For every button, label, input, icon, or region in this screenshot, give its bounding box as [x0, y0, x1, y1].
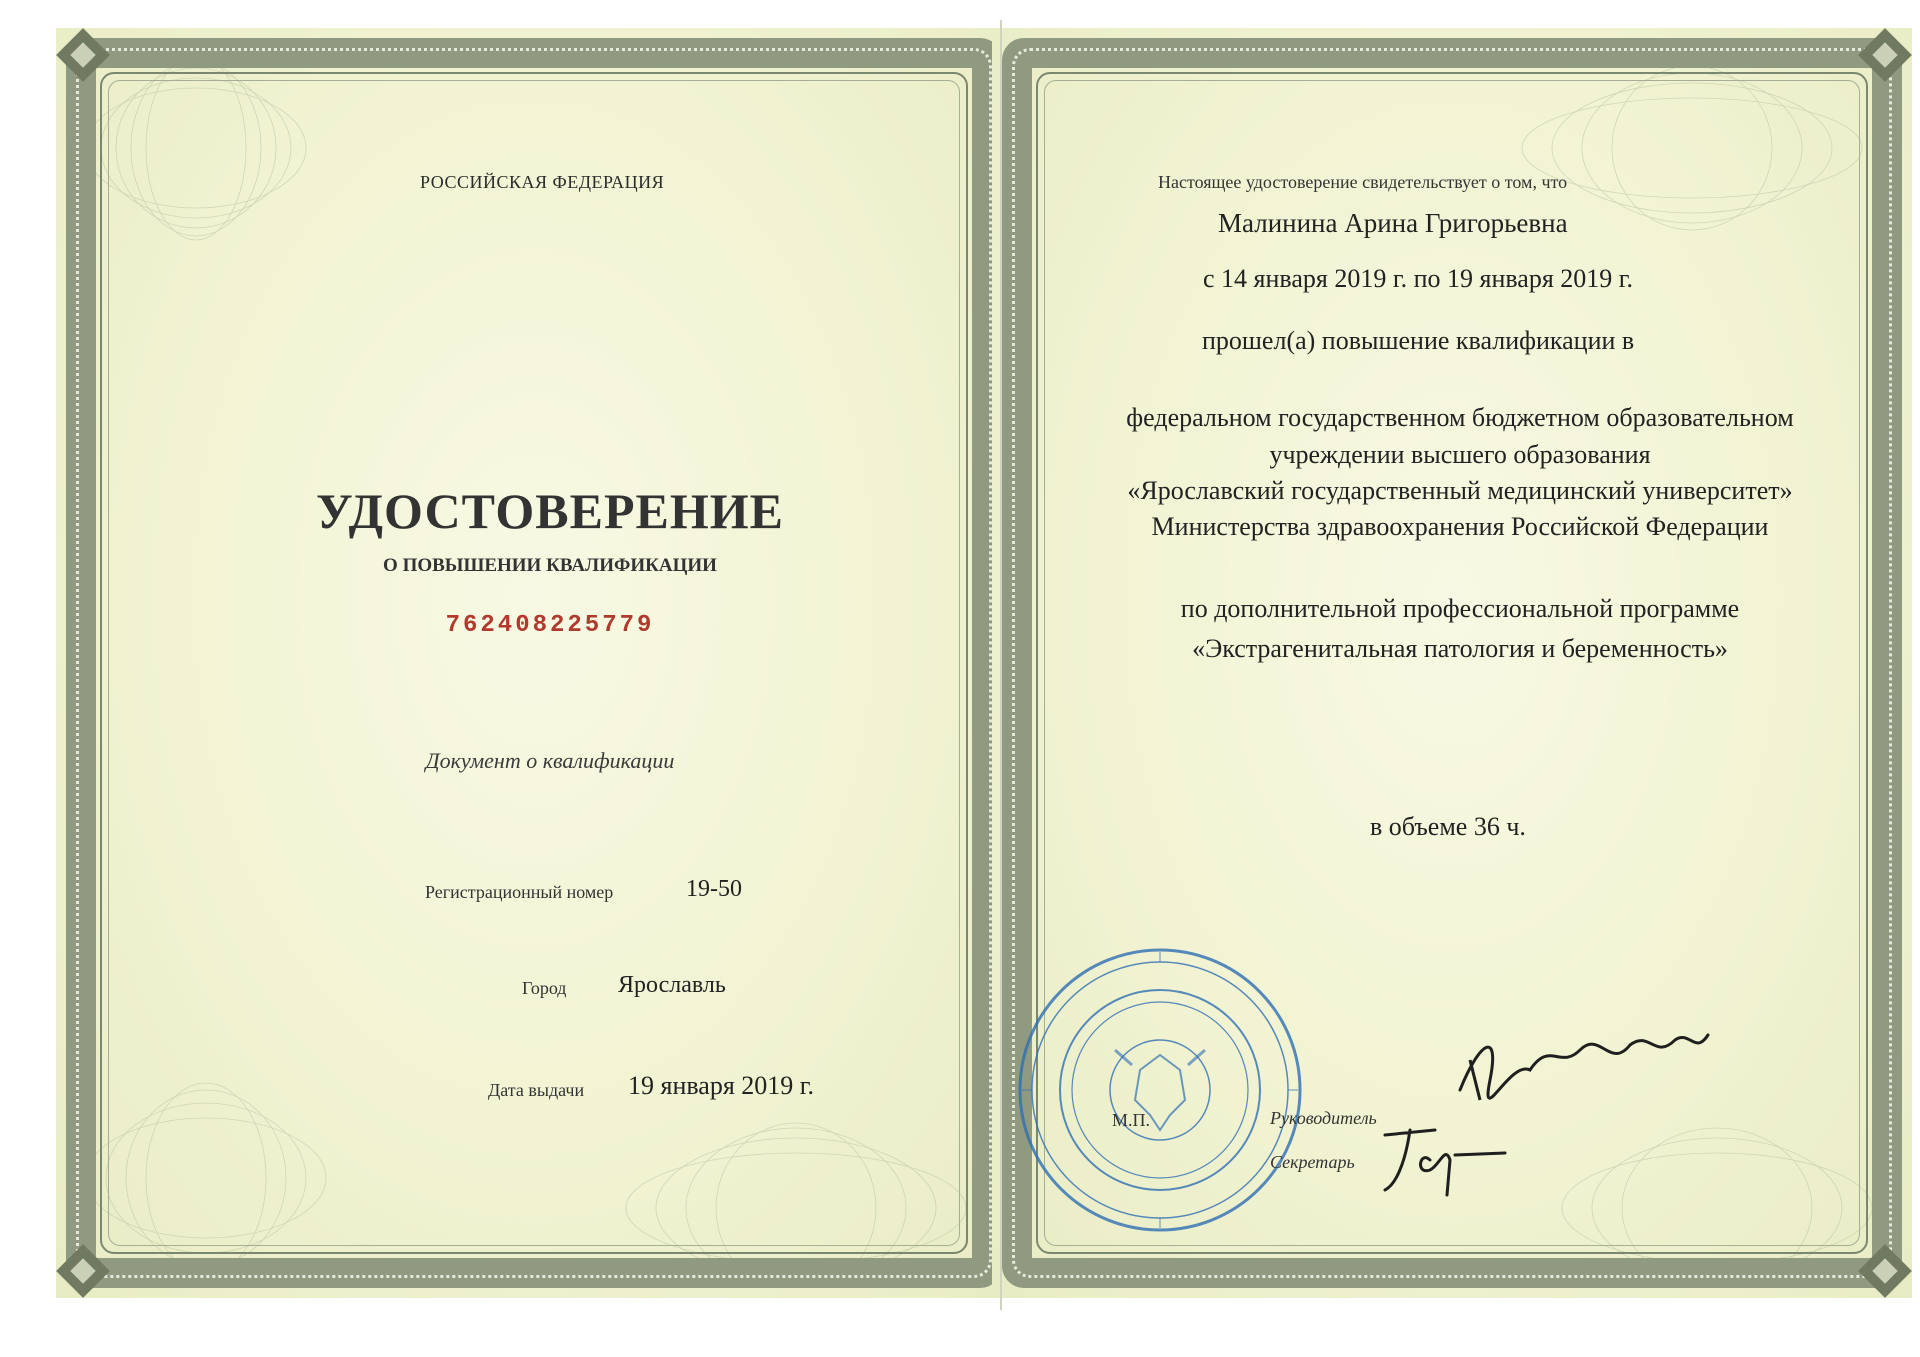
secretary-signature — [1375, 1115, 1525, 1205]
document-type: Документ о квалификации — [425, 748, 675, 773]
secretary-label: Секретарь — [1270, 1152, 1355, 1172]
corner-ornament-bottom-right — [1858, 1244, 1912, 1298]
head-label: Руководитель — [1270, 1108, 1377, 1128]
issue-date-value: 19 января 2019 г. — [628, 1071, 815, 1100]
corner-ornament-top-left — [56, 28, 110, 82]
certificate-title: УДОСТОВЕРЕНИЕ — [316, 483, 784, 539]
registration-label: Регистрационный номер — [425, 882, 614, 902]
head-signature — [1440, 1000, 1720, 1110]
serial-number: 762408225779 — [445, 612, 655, 639]
corner-ornament-bottom-left — [56, 1244, 110, 1298]
passed-text: прошел(а) повышение квалификации в — [1202, 326, 1635, 355]
intro-text: Настоящее удостоверение свидетельствует о том, что — [1158, 172, 1568, 192]
organization-line-4: Министерства здравоохранения Российской Федерации — [1151, 512, 1769, 541]
corner-ornament-top-right — [1858, 28, 1912, 82]
certificate-subtitle: О ПОВЫШЕНИИ КВАЛИФИКАЦИИ — [383, 555, 717, 576]
registration-value: 19-50 — [686, 876, 742, 902]
official-seal — [1010, 940, 1310, 1240]
organization-line-2: учреждении высшего образования — [1269, 440, 1651, 469]
issue-date-label: Дата выдачи — [488, 1080, 585, 1100]
city-value: Ярославль — [618, 972, 726, 998]
city-label: Город — [522, 978, 567, 998]
country-label: РОССИЙСКАЯ ФЕДЕРАЦИЯ — [420, 172, 665, 192]
organization-line-3: «Ярославский государственный медицинский университет» — [1127, 476, 1793, 505]
study-period: с 14 января 2019 г. по 19 января 2019 г. — [1203, 264, 1634, 293]
program-line-2: «Экстрагенитальная патология и беременность» — [1192, 634, 1728, 663]
page-fold — [1000, 20, 1002, 1310]
organization-line-1: федеральном государственном бюджетном образовательном — [1126, 403, 1794, 432]
holder-name: Малинина Арина Григорьевна — [1218, 208, 1568, 238]
left-page — [56, 28, 1012, 1298]
inner-border-thin — [108, 80, 960, 1246]
program-line-1: по дополнительной профессиональной программе — [1180, 594, 1740, 623]
volume-text: в объеме 36 ч. — [1370, 812, 1526, 841]
stamp-place-label: М.П. — [1112, 1110, 1151, 1130]
